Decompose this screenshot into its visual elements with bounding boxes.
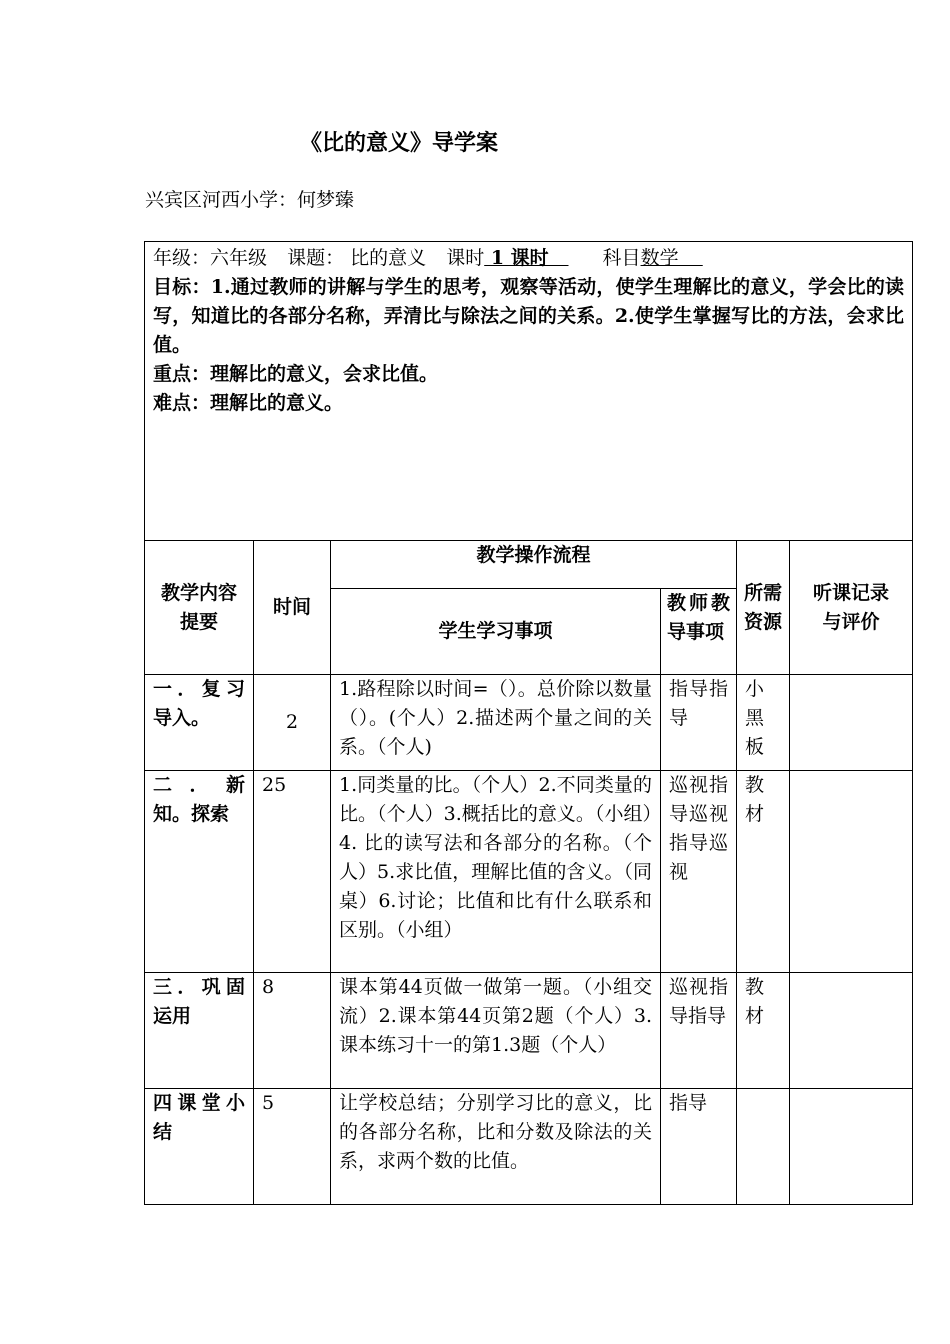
row-teacher: 指导指导 bbox=[661, 675, 737, 771]
row-teacher: 巡视指导指导 bbox=[661, 973, 737, 1089]
row-time: 2 bbox=[254, 675, 331, 771]
row-teacher: 指导 bbox=[661, 1089, 737, 1205]
header-student: 学生学习事项 bbox=[331, 589, 661, 675]
table-row bbox=[145, 675, 913, 771]
row-resources: 教材 bbox=[737, 771, 790, 973]
row-teacher: 巡视指导巡视指导巡视 bbox=[661, 771, 737, 973]
topic-label: 课题： bbox=[287, 247, 345, 269]
author-line: 兴宾区河西小学：何梦臻 bbox=[145, 189, 355, 211]
header-resources: 所需资源 bbox=[737, 541, 790, 675]
period-value: 1 课时 bbox=[484, 247, 569, 269]
grade-text: 年级：六年级 bbox=[153, 247, 268, 269]
key-point-text: 重点：理解比的意义，会求比值。 bbox=[153, 363, 439, 385]
header-content: 教学内容提要 bbox=[145, 541, 254, 675]
row-notes bbox=[790, 973, 913, 1089]
row-student: 课本第44页做一做第一题。（小组交流）2.课本第44页第2题（个人）3.课本练习十一的第1.3题（个人） bbox=[331, 973, 661, 1089]
row-student: 让学校总结；分别学习比的意义，比的各部分名称，比和分数及除法的关系，求两个数的比值。 bbox=[331, 1089, 661, 1205]
row-resources: 小黑板 bbox=[737, 675, 790, 771]
page-title: 《比的意义》导学案 bbox=[300, 130, 499, 156]
row-notes bbox=[790, 675, 913, 771]
info-cell bbox=[145, 242, 913, 541]
table-row bbox=[145, 1089, 913, 1205]
difficulty-text: 难点：理解比的意义。 bbox=[153, 392, 344, 414]
topic-text: 比的意义 bbox=[350, 247, 427, 269]
header-teacher: 教师教导事项 bbox=[661, 589, 737, 675]
header-flow: 教学操作流程 bbox=[331, 541, 737, 589]
table-row bbox=[145, 771, 913, 973]
header-notes: 听课记录与评价 bbox=[790, 541, 913, 675]
period-label: 课时 bbox=[446, 247, 485, 269]
row-student: 1.同类量的比。（个人）2.不同类量的比。（个人）3.概括比的意义。（小组）4. 比的读写法和各部分的名称。（个人）5.求比值，理解比值的含义。（同桌）6.讨论；比值和比有什么联系和区别。（小组） bbox=[331, 771, 661, 973]
row-notes bbox=[790, 1089, 913, 1205]
row-resources bbox=[737, 1089, 790, 1205]
row-content: 一．复习导入。 bbox=[145, 675, 254, 771]
goal-text: 目标：1.通过教师的讲解与学生的思考，观察等活动，使学生理解比的意义，学会比的读写，知道比的各部分名称，弄清比与除法之间的关系。2.使学生掌握写比的方法，会求比值。 bbox=[153, 276, 905, 356]
row-time: 5 bbox=[254, 1089, 331, 1205]
row-notes bbox=[790, 771, 913, 973]
row-time: 8 bbox=[254, 973, 331, 1089]
meta-line bbox=[153, 244, 904, 273]
row-time: 25 bbox=[254, 771, 331, 973]
lesson-plan-table bbox=[144, 241, 913, 1205]
header-row-1 bbox=[145, 541, 913, 589]
row-content: 三．巩固运用 bbox=[145, 973, 254, 1089]
subject-value: 数学 bbox=[640, 247, 703, 269]
table-row bbox=[145, 973, 913, 1089]
header-time: 时间 bbox=[254, 541, 331, 675]
subject-label: 科目 bbox=[602, 247, 641, 269]
row-content: 四课堂小结 bbox=[145, 1089, 254, 1205]
info-row bbox=[145, 242, 913, 541]
row-student: 1.路程除以时间=（）。总价除以数量（）。(个人）2.描述两个量之间的关系。（个人) bbox=[331, 675, 661, 771]
row-content: 二．新知。探索 bbox=[145, 771, 254, 973]
row-resources: 教材 bbox=[737, 973, 790, 1089]
